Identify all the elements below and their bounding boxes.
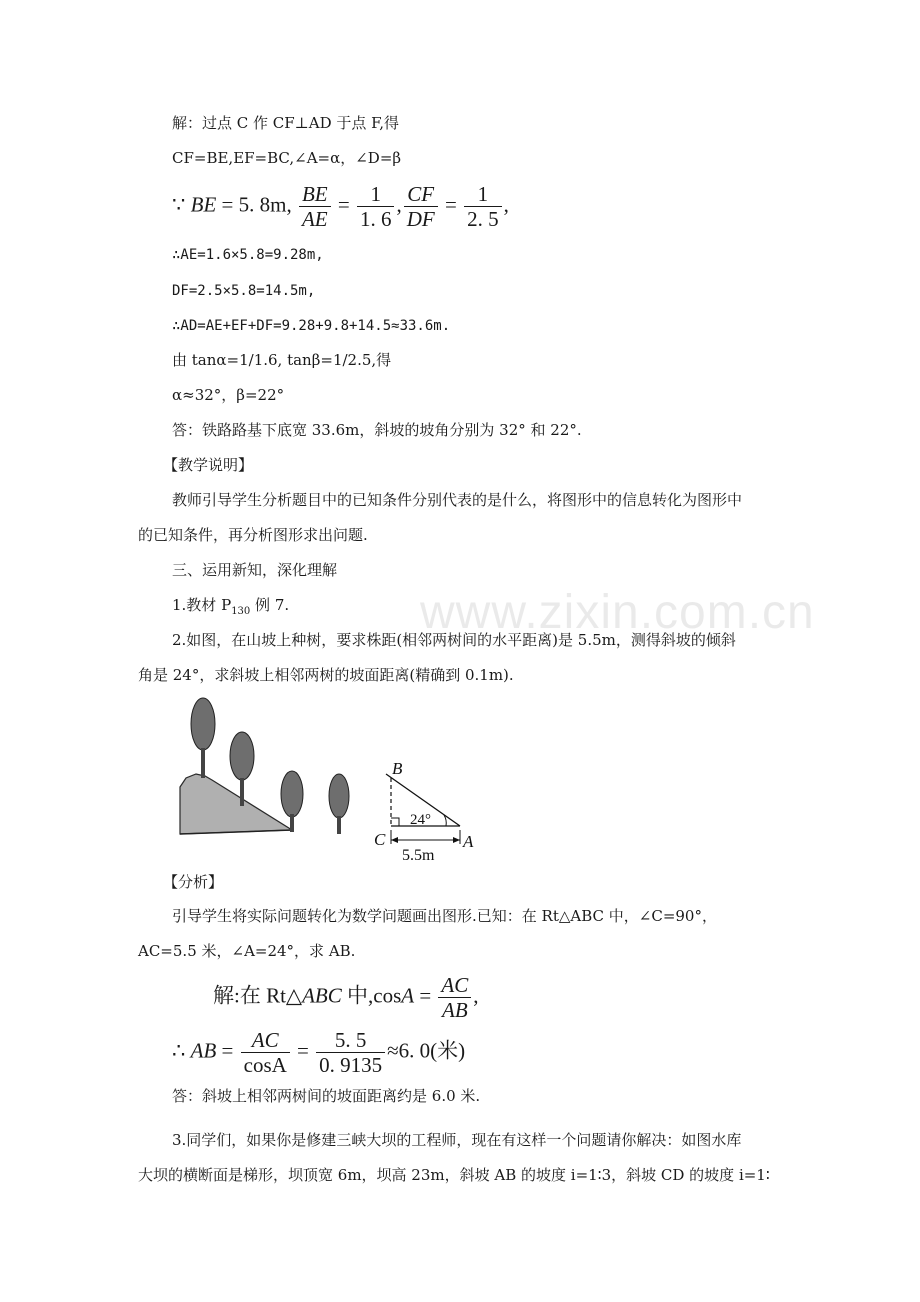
fraction-cf-df: $\frac{CF}{DF}$ [404,182,438,231]
teaching-note-line-2: 的已知条件，再分析图形求出问题. [138,526,368,544]
fraction-1-2.5: $\frac{1}{2. 5}$ [464,182,502,231]
analysis-line-1: 引导学生将实际问题转化为数学问题画出图形.已知：在 Rt△ABC 中，∠C=90°， [172,907,717,925]
calc-ae: ∴AE=1.6×5.8=9.28m, [172,247,324,263]
angle-result: α≈32°，β=22° [172,386,285,404]
fraction-be-ae: $\frac{BE}{AE}$ [299,182,331,231]
label-c: C [374,830,386,849]
section-3-heading: 三、运用新知，深化理解 [172,561,338,579]
solution-intro: 解：过点 C 作 CF⊥AD 于点 F,得 [172,114,400,132]
label-a: A [463,832,474,851]
fraction-ac-cosa: $\frac{AC}{\cos A}$ [241,1028,290,1077]
fraction-ac-ab: $\frac{AC}{AB}$ [438,973,471,1022]
teaching-note-heading: 【教学说明】 [163,456,254,474]
equation-cos: 解:在 Rt△ABC 中,cosA = $\frac{AC}{AB}$ , [213,973,479,1022]
equation-ab: ∴ AB = $\frac{AC}{\cos A}$ = $\frac{5. 5}{0. 9135}$ ≈6. 0(米) [172,1028,466,1077]
item-2-line-1: 2.如图，在山坡上种树，要求株距(相邻两树间的水平距离)是 5.5m，测得斜坡的倾斜 [172,631,736,649]
answer-1: 答：铁路路基下底宽 33.6m，斜坡的坡角分别为 32° 和 22°. [172,421,582,439]
answer-2: 答：斜坡上相邻两树间的坡面距离约是 6.0 米. [172,1087,481,1105]
right-angle-mark [391,818,399,826]
tree-3 [281,771,303,832]
analysis-heading: 【分析】 [163,873,224,891]
teaching-note-line-1: 教师引导学生分析题目中的已知条件分别代表的是什么，将图形中的信息转化为图形中 [172,491,743,509]
analysis-line-2: AC=5.5 米，∠A=24°，求 AB. [138,942,356,960]
item-1: 1.教材 $P_{130}$ 例 7. [172,596,290,617]
equation-ratios: ∵ BE = 5. 8m, $\frac{BE}{AE}$ = $\frac{1}{1. 6}$ , $\frac{CF}{DF}$ = $\frac{1}{2. 5}$ , [172,182,509,231]
calc-df: DF=2.5×5.8=14.5m, [172,283,316,299]
fraction-1-1.6: $\frac{1}{1. 6}$ [357,182,395,231]
angle-label: 24° [410,812,431,828]
tree-4 [329,774,349,834]
tree-1 [191,698,215,778]
item-3-line-2: 大坝的横断面是梯形，坝顶宽 6m，坝高 23m，斜坡 AB 的坡度 i=1∶3，斜坡 CD 的坡度 i=1∶ [138,1166,770,1184]
calc-ad: ∴AD=AE+EF+DF=9.28+9.8+14.5≈33.6m. [172,318,451,334]
slope-tree-figure [172,692,492,864]
item-3-line-1: 3.同学们，如果你是修建三峡大坝的工程师，现在有这样一个问题请你解决：如图水库 [172,1131,742,1149]
item-2-line-2: 角是 24°，求斜坡上相邻两树的坡面距离(精确到 0.1m). [138,666,514,684]
watermark: www.zixin.com.cn [420,586,815,639]
label-b: B [392,759,403,778]
fraction-5.5-0.9135: $\frac{5. 5}{0. 9135}$ [316,1028,385,1077]
distance-label: 5.5m [402,847,435,864]
solution-line-2: CF=BE,EF=BC,∠A=α，∠D=β [172,149,402,167]
hill-shape [180,774,292,834]
tan-line: 由 tanα=1/1.6, tanβ=1/2.5,得 [172,351,392,369]
